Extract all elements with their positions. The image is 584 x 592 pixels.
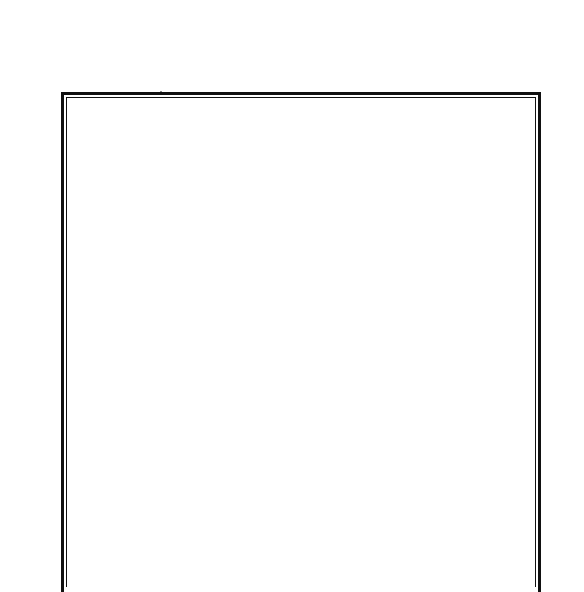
inner-border: [66, 97, 536, 587]
